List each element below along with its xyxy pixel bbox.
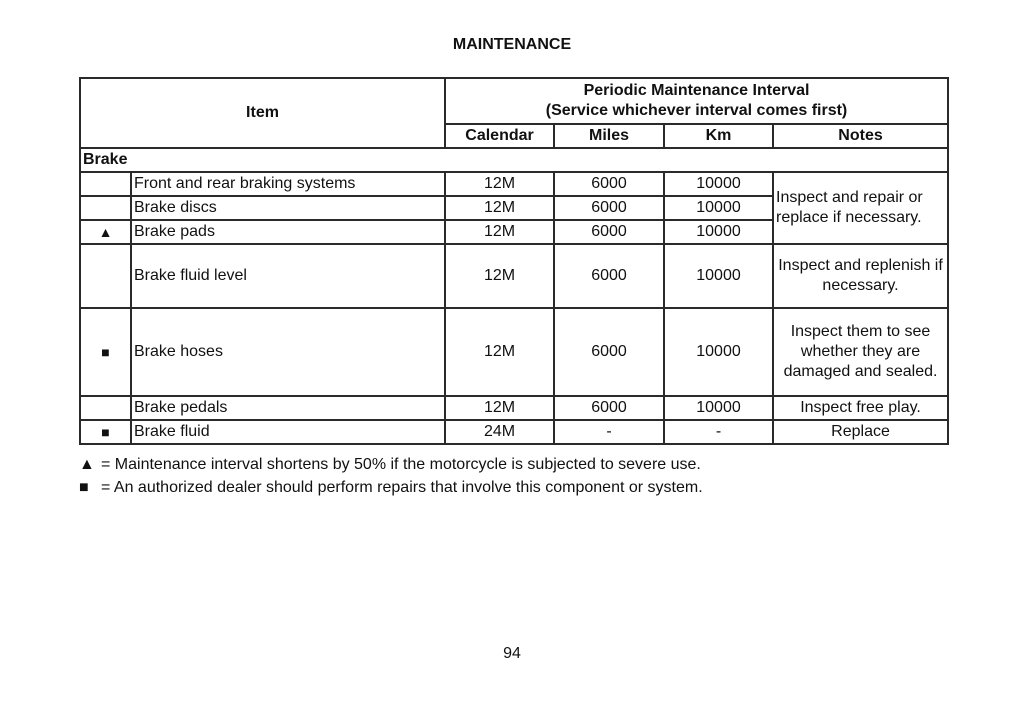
row-miles: 6000 [554,196,664,220]
row-item: Brake discs [131,196,445,220]
row-notes: Inspect and replenish if necessary. [773,244,948,308]
legend-text: = An authorized dealer should perform repairs that involve this component or system. [101,479,703,496]
row-miles: 6000 [554,244,664,308]
maintenance-table [79,77,949,445]
row-calendar: 12M [445,220,554,244]
header-row [80,78,948,124]
table-row [80,172,948,196]
row-symbol: ■ [80,420,131,444]
triangle-icon: ▲ [79,456,95,473]
row-notes: Inspect them to see whether they are damaged and sealed. [773,308,948,396]
row-symbol: ■ [80,308,131,396]
table-row [80,420,948,444]
header-interval-line1: Periodic Maintenance Interval [583,82,810,99]
row-miles: 6000 [554,396,664,420]
section-row [80,148,948,172]
header-notes: Notes [773,124,948,148]
header-item: Item [80,78,445,148]
row-calendar: 12M [445,196,554,220]
header-miles: Miles [554,124,664,148]
row-miles: 6000 [554,172,664,196]
row-km: 10000 [664,196,773,220]
row-item: Brake fluid level [131,244,445,308]
row-notes-merged: Inspect and repair or replace if necessary. [773,172,948,244]
row-item: Front and rear braking systems [131,172,445,196]
header-km: Km [664,124,773,148]
row-item: Brake pedals [131,396,445,420]
row-symbol: ▲ [80,220,131,244]
row-item: Brake hoses [131,308,445,396]
row-miles: 6000 [554,308,664,396]
table-row [80,244,948,308]
row-notes: Replace [773,420,948,444]
row-km: 10000 [664,220,773,244]
row-calendar: 12M [445,244,554,308]
row-miles: - [554,420,664,444]
row-notes: Inspect free play. [773,396,948,420]
row-miles: 6000 [554,220,664,244]
page-title: MAINTENANCE [452,36,572,53]
row-km: 10000 [664,172,773,196]
row-calendar: 12M [445,396,554,420]
legend-text: = Maintenance interval shortens by 50% if the motorcycle is subjected to severe use. [101,456,701,473]
row-km: 10000 [664,396,773,420]
table-row [80,308,948,396]
header-calendar: Calendar [445,124,554,148]
row-km: 10000 [664,308,773,396]
row-calendar: 24M [445,420,554,444]
row-symbol [80,244,131,308]
row-km: 10000 [664,244,773,308]
row-calendar: 12M [445,172,554,196]
page-number: 94 [503,645,521,662]
row-calendar: 12M [445,308,554,396]
header-interval-line2: (Service whichever interval comes first) [545,102,848,119]
header-interval [445,78,948,124]
square-icon: ■ [79,479,89,496]
row-item: Brake fluid [131,420,445,444]
legend-dealer [79,477,703,499]
row-symbol [80,172,131,196]
table-row [80,396,948,420]
legend-severe-use [79,454,701,476]
row-item: Brake pads [131,220,445,244]
row-symbol [80,196,131,220]
section-brake: Brake [80,148,948,172]
row-symbol [80,396,131,420]
row-km: - [664,420,773,444]
